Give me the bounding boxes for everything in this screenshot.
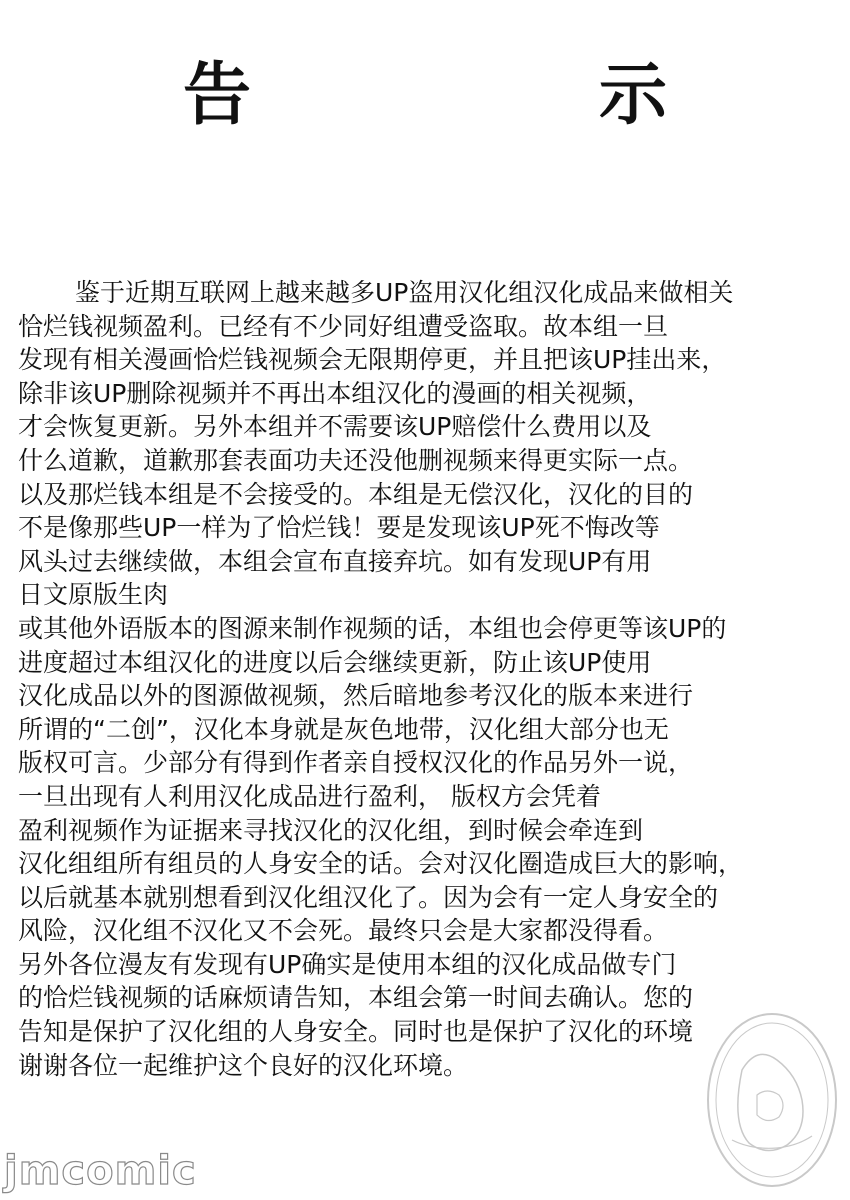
notice-line: 恰烂钱视频盈利。已经有不少同好组遭受盗取。故本组一旦	[18, 311, 669, 341]
notice-line: 或其他外语版本的图源来制作视频的话，本组也会停更等该UP的	[18, 613, 727, 643]
notice-body	[18, 276, 848, 1082]
notice-line: 一旦出现有人利用汉化成品进行盈利， 版权方会凭着	[18, 781, 601, 811]
notice-line: 以后就基本就别想看到汉化组汉化了。因为会有一定人身安全的	[18, 882, 719, 912]
notice-line: 才会恢复更新。另外本组并不需要该UP赔偿什么费用以及	[18, 412, 652, 442]
notice-line: 风头过去继续做，本组会宣布直接弃坑。如有发现UP有用	[18, 546, 652, 576]
notice-line: 告知是保护了汉化组的人身安全。同时也是保护了汉化的环境	[18, 1017, 694, 1047]
notice-line: 所谓的“二创”，汉化本身就是灰色地带，汉化组大部分也无	[18, 714, 669, 744]
watermark-logo: jmcomic	[4, 1148, 197, 1194]
notice-line: 发现有相关漫画恰烂钱视频会无限期停更，并且把该UP挂出来，	[18, 345, 727, 375]
notice-line: 版权可言。少部分有得到作者亲自授权汉化的作品另外一说，	[18, 748, 694, 778]
notice-line: 不是像那些UP一样为了恰烂钱！要是发现该UP死不悔改等	[18, 513, 660, 543]
notice-line: 日文原版生肉	[18, 580, 169, 610]
notice-line: 进度超过本组汉化的进度以后会继续更新，防止该UP使用	[18, 647, 652, 677]
notice-line: 汉化组组所有组员的人身安全的话。会对汉化圈造成巨大的影响，	[18, 849, 744, 879]
notice-line: 鉴于近期互联网上越来越多UP盗用汉化组汉化成品来做相关	[75, 278, 734, 307]
notice-title: 告 示	[182, 56, 807, 135]
notice-line: 谢谢各位一起维护这个良好的汉化环境。	[18, 1050, 469, 1080]
notice-line: 汉化成品以外的图源做视频，然后暗地参考汉化的版本来进行	[18, 681, 694, 711]
notice-line: 除非该UP删除视频并不再出本组汉化的漫画的相关视频，	[18, 378, 652, 408]
notice-line: 的恰烂钱视频的话麻烦请告知，本组会第一时间去确认。您的	[18, 983, 694, 1013]
notice-line: 以及那烂钱本组是不会接受的。本组是无偿汉化，汉化的目的	[18, 479, 694, 509]
notice-line: 什么道歉，道歉那套表面功夫还没他删视频来得更实际一点。	[18, 445, 694, 475]
notice-line: 风险，汉化组不汉化又不会死。最终只会是大家都没得看。	[18, 916, 669, 946]
circular-stamp-icon	[702, 1000, 842, 1190]
notice-line: 另外各位漫友有发现有UP确实是使用本组的汉化成品做专门	[18, 949, 677, 979]
notice-line: 盈利视频作为证据来寻找汉化的汉化组，到时候会牵连到	[18, 815, 644, 845]
